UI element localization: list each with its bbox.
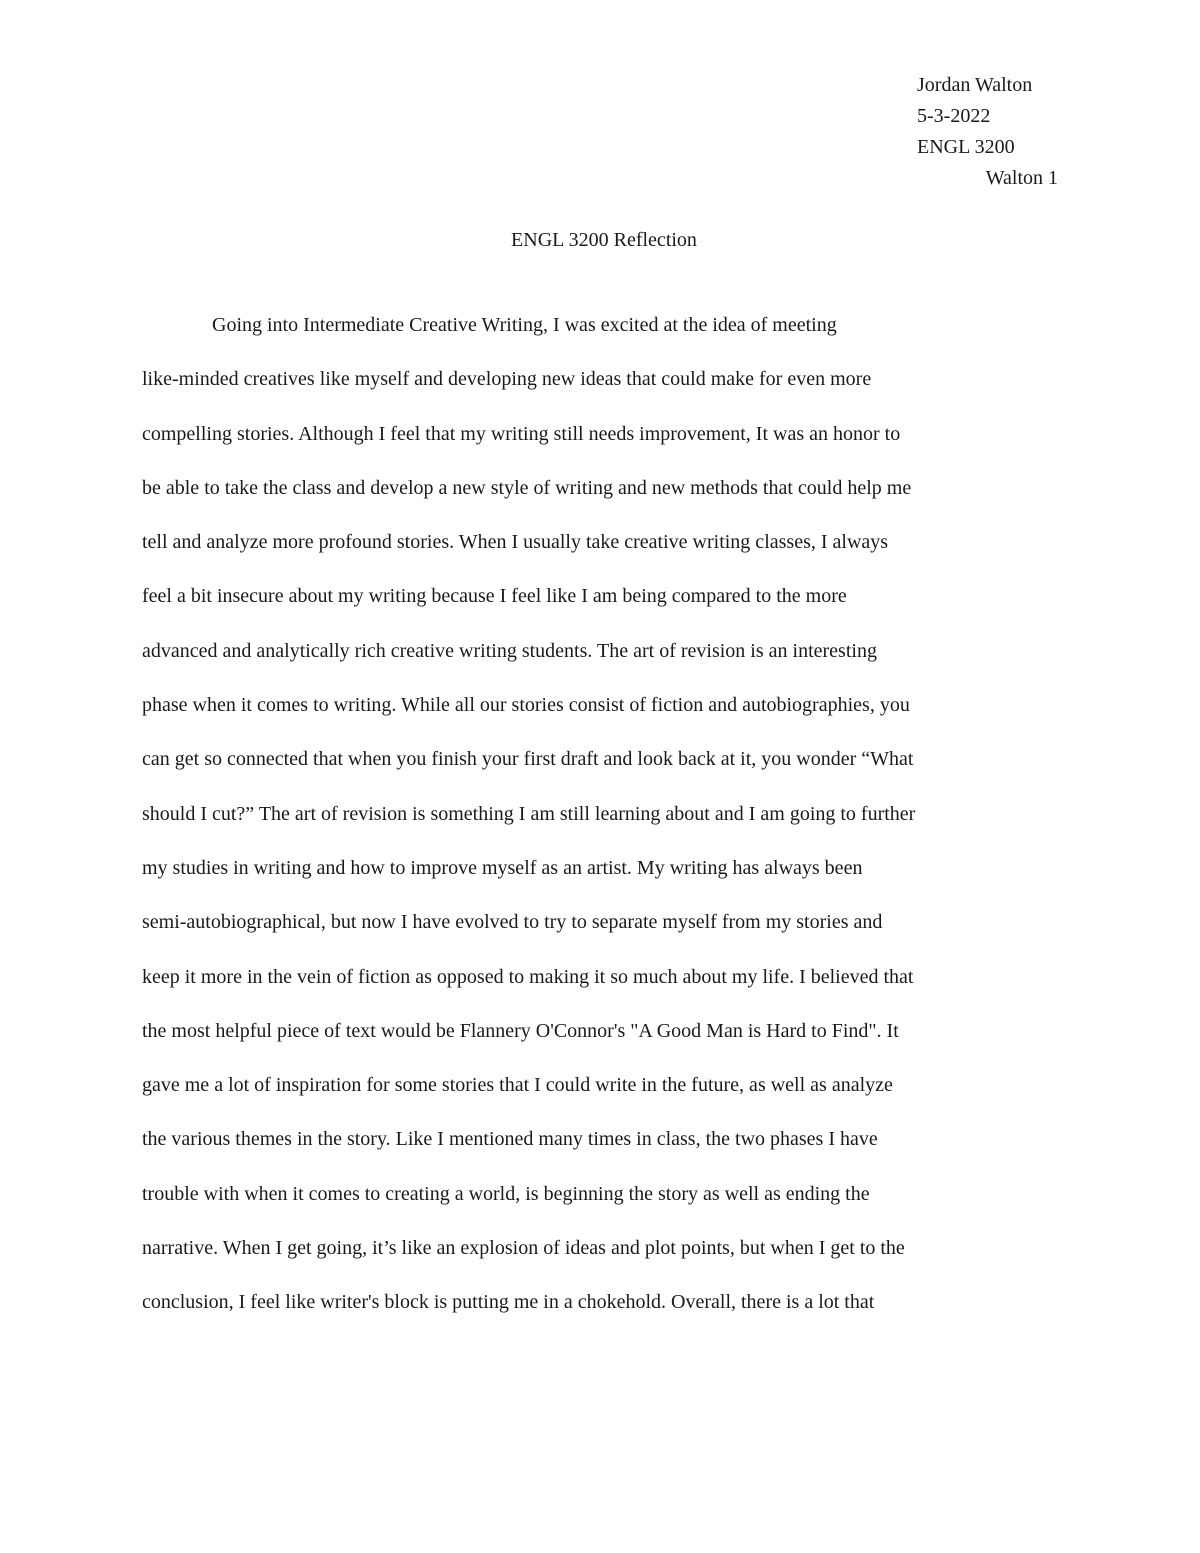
body-line: gave me a lot of inspiration for some stories that I could write in the future, as well as analyze	[142, 1074, 893, 1097]
body-line: conclusion, I feel like writer's block is putting me in a chokehold. Overall, there is a lot that	[142, 1291, 875, 1314]
body-line: trouble with when it comes to creating a world, is beginning the story as well as ending the	[142, 1182, 870, 1205]
body-line: be able to take the class and develop a new style of writing and new methods that could help me	[142, 476, 912, 499]
body-line: should I cut?” The art of revision is something I am still learning about and I am going to further	[142, 802, 916, 825]
page-number-header: Walton 1	[985, 167, 1058, 189]
body-line: compelling stories. Although I feel that my writing still needs improvement, It was an honor to	[142, 422, 901, 445]
author-header-block	[917, 70, 1032, 163]
body-line: can get so connected that when you finish your first draft and look back at it, you wonder “What	[142, 748, 914, 771]
body-line: keep it more in the vein of fiction as opposed to making it so much about my life. I believed that	[142, 965, 914, 988]
body-paragraph	[142, 310, 1062, 1342]
body-line: like-minded creatives like myself and developing new ideas that could make for even more	[142, 368, 872, 391]
body-line: the various themes in the story. Like I mentioned many times in class, the two phases I have	[142, 1128, 878, 1151]
body-line: phase when it comes to writing. While all our stories consist of fiction and autobiographies, you	[142, 694, 910, 717]
author-name: Jordan Walton	[917, 74, 1033, 96]
body-line: tell and analyze more profound stories. When I usually take creative writing classes, I always	[142, 531, 889, 554]
course-code: ENGL 3200	[917, 136, 1015, 158]
body-line: advanced and analytically rich creative writing students. The art of revision is an interesting	[142, 639, 877, 662]
body-line: the most helpful piece of text would be Flannery O'Connor's "A Good Man is Hard to Find". It	[142, 1019, 899, 1042]
body-line: my studies in writing and how to improve myself as an artist. My writing has always been	[142, 856, 863, 879]
body-line: semi-autobiographical, but now I have evolved to try to separate myself from my stories and	[142, 911, 883, 934]
body-line: feel a bit insecure about my writing because I feel like I am being compared to the more	[142, 585, 847, 608]
body-line: Going into Intermediate Creative Writing, I was excited at the idea of meeting	[212, 314, 837, 336]
document-title: ENGL 3200 Reflection	[511, 229, 697, 251]
submission-date: 5-3-2022	[917, 105, 991, 127]
body-line: narrative. When I get going, it’s like an explosion of ideas and plot points, but when I get to the	[142, 1237, 905, 1260]
